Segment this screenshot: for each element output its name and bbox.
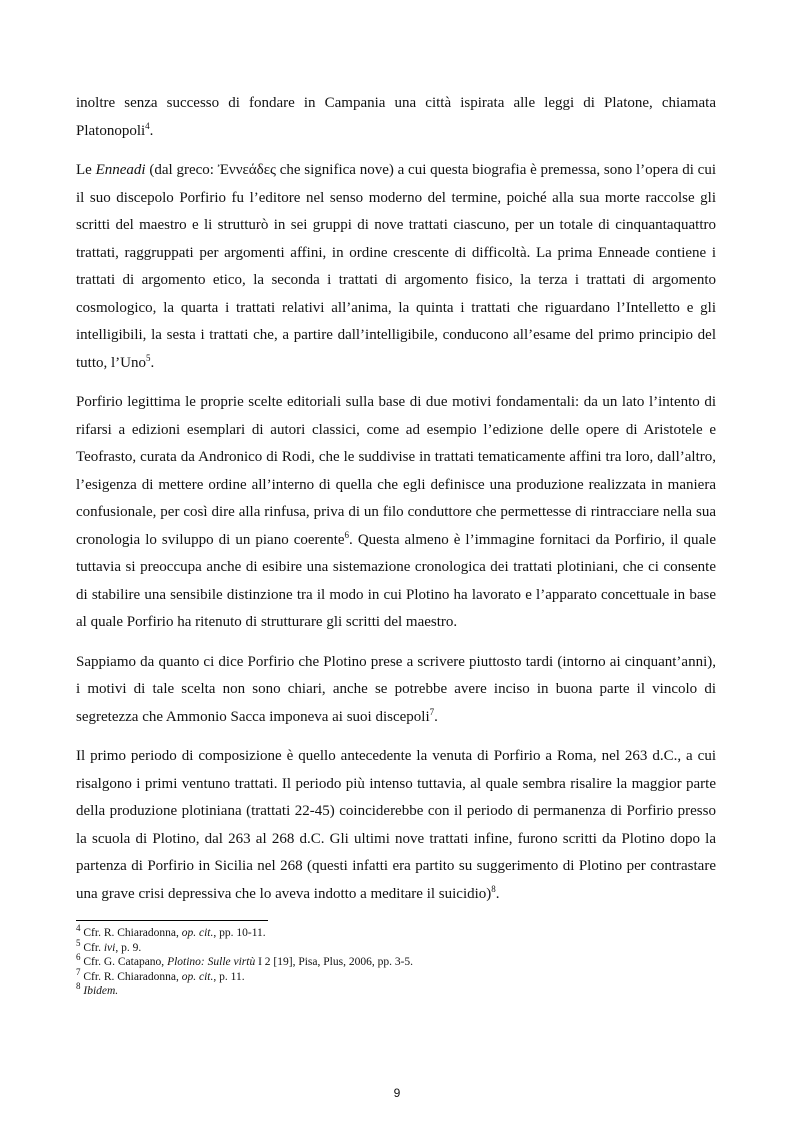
footnote-separator bbox=[76, 920, 268, 921]
footnote: $^6$ Cfr. G. Catapano, Plotino: Sulle virtù I 2 [19], Pisa, Plus, 2006, pp. 3-5. bbox=[76, 952, 414, 968]
footnote-ref[interactable]: 4 bbox=[145, 120, 150, 131]
footnote: $^5$ Cfr. ivi, p. 9. bbox=[76, 937, 142, 954]
footnotes bbox=[76, 923, 716, 999]
footnote-ref[interactable]: 6 bbox=[344, 529, 350, 540]
paragraph: Le Enneadi (dal greco: Ἐννεάδες che significa nove) a cui questa biografia è premessa, sono l’opera di cui il suo discepolo Porfirio fu l’editore nel senso moderno del termine, poiché alla sua morte raccolse gli scritti del maestro e li strutturò in sei gruppi di nove trattati ciascuno, per un totale di cinquantaquattro trattati, raggruppati per argomenti affini, in ordine crescente di difficoltà. La prima Enneade contiene i trattati di argomento etico, la seconda i trattati di argomento fisico, la terza i trattati di argomento cosmologico, la quarta i trattati relativi all’anima, la quinta i trattati che riguardano l’Intelletto e gli intelligibili, la sesta i trattati che, a partire dall’intelligibile, conducono all’esame del primo principio del tutto, l’Uno$^5$. bbox=[76, 162, 716, 371]
paragraph: inoltre senza successo di fondare in Campania una città ispirata alle leggi di Platone, chiamata Platonopoli$^4$. bbox=[76, 95, 716, 139]
footnote-ref[interactable]: 5 bbox=[146, 352, 151, 363]
paragraph: Porfirio legittima le proprie scelte editoriali sulla base di due motivi fondamentali: da un lato l’intento di rifarsi a edizioni esemplari di autori classici, come ad esempio l’edizione delle opere di Aristotele e Teofrasto, curata da Andronico di Rodi, che le suddivise in trattati tematicamente affini tra loro, dall’altro, l’esigenza di mettere ordine all’interno di quella che egli definisce una produzione realizzata in maniera confusionale, per così dire alla rinfusa, priva di un filo conduttore che permettesse di rintracciare nella sua cronologia lo sviluppo di un piano coerente$^6$. Questa almeno è l’immagine fornitaci da Porfirio, il quale tuttavia si preoccupa anche di esibire una sistemazione cronologica dei trattati plotiniani, che ci consente di stabilire una sensibile distinzione tra il modo in cui Plotino ha lavorato e l’apparato concettuale in base al quale Porfirio ha ritenuto di strutturare gli scritti del maestro. bbox=[76, 394, 716, 630]
footnote: $^4$ Cfr. R. Chiaradonna, op. cit., pp. 10-11. bbox=[76, 923, 266, 939]
footnote-ref[interactable]: 7 bbox=[429, 706, 435, 717]
page-number: 9 bbox=[393, 1086, 401, 1100]
paragraph: Sappiamo da quanto ci dice Porfirio che Plotino prese a scrivere piuttosto tardi (intorno ai cinquant’anni), i motivi di tale scelta non sono chiari, anche se potrebbe avere inciso in buona parte il vincolo di segretezza che Ammonio Sacca imponeva ai suoi discepoli$^7$. bbox=[76, 653, 716, 725]
footnote: $^7$ Cfr. R. Chiaradonna, op. cit., p. 11. bbox=[76, 966, 245, 983]
work-title: Enneadi bbox=[95, 162, 146, 178]
paragraph: Il primo periodo di composizione è quello antecedente la venuta di Porfirio a Roma, nel 263 d.C., a cui risalgono i primi ventuno trattati. Il periodo più intenso tuttavia, al quale sembra risalire la maggior parte della produzione plotiniana (trattati 22-45) coinciderebbe con il periodo di permanenza di Porfirio presso la scuola di Plotino, dal 263 al 268 d.C. Gli ultimi nove trattati infine, furono scritti da Plotino dopo la partenza di Porfirio in Sicilia nel 268 (questi infatti era partito su suggerimento di Plotino per contrastare una grave crisi depressiva che lo aveva indotto a meditare il suicidio)$^8$. bbox=[76, 748, 716, 902]
footnote: $^8$ Ibidem. bbox=[76, 981, 119, 997]
footnote-ref[interactable]: 8 bbox=[491, 883, 496, 894]
page-body bbox=[76, 90, 716, 999]
